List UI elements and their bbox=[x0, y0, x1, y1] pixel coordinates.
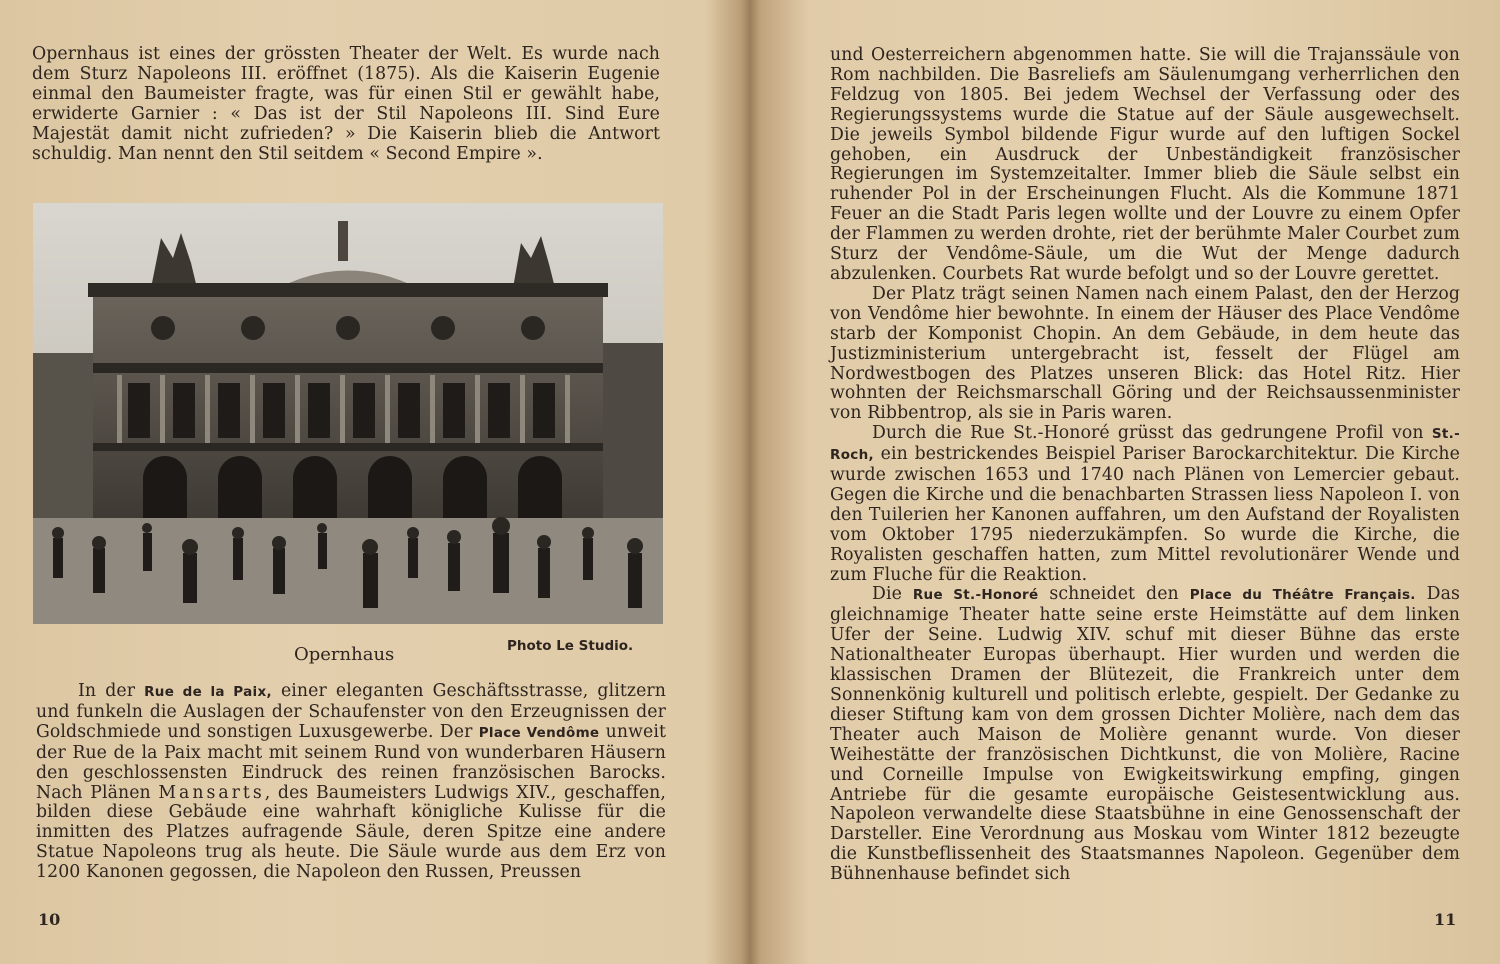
opera-house-photo bbox=[33, 203, 663, 624]
church-name-st-roch: St.-Roch, bbox=[830, 426, 1460, 464]
right-page-text bbox=[830, 46, 1460, 885]
text-run: In der bbox=[78, 681, 145, 701]
paragraph-vendome-palace: Der Platz trägt seinen Namen nach einem Palast, den der Herzog von Vendôme hier bewohnte. In einem der Häuser des Place Vendôme starb der Komponist Chopin. An dem Gebäude, in dem heute das Justizministerium untergebracht ist, fesselt der Flügel am Nordwestbogen des Platzes unseren Blick: das Hotel Ritz. Hier wohnten der Reichsmarschall Göring und der Reichsaussenminister von Ribbentrop, als sie in Paris waren. bbox=[830, 283, 1460, 424]
place-name-vendome: Place Vendôme bbox=[478, 724, 600, 741]
place-name-theatre-francais: Place du Théâtre Français. bbox=[1189, 587, 1416, 604]
page-number-right: 11 bbox=[1434, 910, 1457, 929]
text-run: Das gleichnamige Theater hatte seine erste Heimstätte auf dem linken Ufer der Seine. Ludwig XIV. schuf mit dieser Bühne das erste Nationaltheater Europas überhaupt. Hier wurden und werden die klassischen Dramen der Blütezeit, die Frankreich unter dem Sonnenkönig kulturell und politisch erlebte, gespielt. Der Gedanke zu dieser Stiftung kam von dem grossen Dichter Molière, nach dem das Theater auch Maison de Molière genannt wurde. Von dieser Weihestätte der französischen Dichtkunst, die von Molière, Racine und Corneille Impulse von Ewigkeitswirkung empfing, gingen Antriebe für die gesamte europäische Geistesentwicklung aus. Napoleon verwandelte diese Staatsbühne in eine Genossenschaft der Darsteller. Eine Verordnung aus Moskau vom Winter 1812 bezeugte die Kunstbeflissenheit des Staatsmannes Napoleon. Gegenüber dem Bühnenhause befindet sich bbox=[830, 584, 1460, 885]
photo-credit: Photo Le Studio. bbox=[507, 638, 634, 654]
paragraph-st-roch bbox=[830, 424, 1460, 585]
name-mansart: Mansarts bbox=[158, 782, 265, 803]
paragraph bbox=[36, 682, 666, 883]
rue-de-la-paix-paragraph bbox=[36, 682, 666, 883]
text-run: einer eleganten Geschäftsstrasse, glitzern und funkeln die Auslagen der Schaufenster von den Erzeugnissen der Goldschmiede und sonstigen Luxusgewerbe. Der bbox=[36, 681, 666, 742]
paragraph-text: Opernhaus ist eines der grössten Theater der Welt. Es wurde nach dem Sturz Napoleons III. eröffnet (1875). Als die Kaiserin Eugenie einmal den Baumeister fragte, was für einen Stil er gewählt habe, erwiderte Garnier : « Das ist der Stil Napoleons III. Sind Eure Majestät damit nicht zufrieden? » Die Kaiserin blieb die Antwort schuldig. Man nennt den Stil seitdem « Second Empire ». bbox=[32, 44, 660, 164]
street-name-rue-st-honore: Rue St.-Honoré bbox=[912, 587, 1039, 604]
page-number-left: 10 bbox=[38, 910, 61, 929]
text-run: Die bbox=[872, 584, 913, 605]
text-run: unweit der Rue de la Paix macht mit seinem Rund von wunderbaren Häusern den geschlossensten Eindruck des reinen französischen Barocks. Nach Plänen bbox=[36, 721, 666, 803]
text-run: , des Baumeisters Ludwigs XIV., geschaffen, bilden diese Gebäude eine wahrhaft königliche Kulisse für die inmitten des Platzes aufragende Säule, deren Spitze eine andere Statue Napoleons trug als heute. Die Säule wurde aus dem Erz von 1200 Kanonen gegossen, die Napoleon den Russen, Preussen bbox=[36, 782, 666, 883]
paragraph-theatre-francais bbox=[830, 585, 1460, 885]
left-page bbox=[0, 0, 748, 964]
paragraph-column: und Oesterreichern abgenommen hatte. Sie will die Trajanssäule von Rom nachbilden. Die Basreliefs am Säulenumgang verherrlichen den Feldzug von 1805. Bei jedem Wechsel der Verfassung oder des Regierungssystems wurde die Statue auf der Säule ausgewechselt. Die jeweils Symbol bildende Figur wurde auf den luftigen Sockel gehoben, ein Ausdruck der Unbeständigkeit französischer Regierungen im Systemzeitalter. Immer blieb die Säule selbst ein ruhender Pol in der Erscheinungen Flucht. Als die Kommune 1871 Feuer an die Stadt Paris legen wollte und der Louvre zu einem Opfer der Flammen zu werden drohte, riet der berühmte Maler Courbet zum Sturz der Vendôme-Säule, um die Wut der Menge dadurch abzulenken. Courbets Rat wurde befolgt und so der Louvre gerettet. bbox=[830, 45, 1460, 284]
opera-history-paragraph bbox=[32, 45, 660, 164]
right-page bbox=[752, 0, 1500, 964]
text-run: ein bestrickendes Beispiel Pariser Barockarchitektur. Die Kirche wurde zwischen 1653 und 1740 nach Plänen von Lemercier gebaut. Gegen die Kirche und die benachbarten Strassen liess Napoleon I. von den Tuilerien her Kanonen auffahren, um den Aufstand der Royalisten vom Oktober 1795 niederzukämpfen. So wurde die Kirche, die Royalisten geschaffen hatten, zum Mittel revolutionärer Wende und zum Fluche für die Reaktion. bbox=[830, 444, 1460, 585]
text-run: Durch die Rue St.-Honoré grüsst das gedrungene Profil von bbox=[872, 423, 1432, 444]
photo-caption: Opernhaus bbox=[294, 644, 395, 665]
street-name-rue-de-la-paix: Rue de la Paix, bbox=[144, 684, 272, 700]
opera-house-illustration bbox=[33, 203, 663, 624]
text-run: schneidet den bbox=[1038, 584, 1190, 605]
